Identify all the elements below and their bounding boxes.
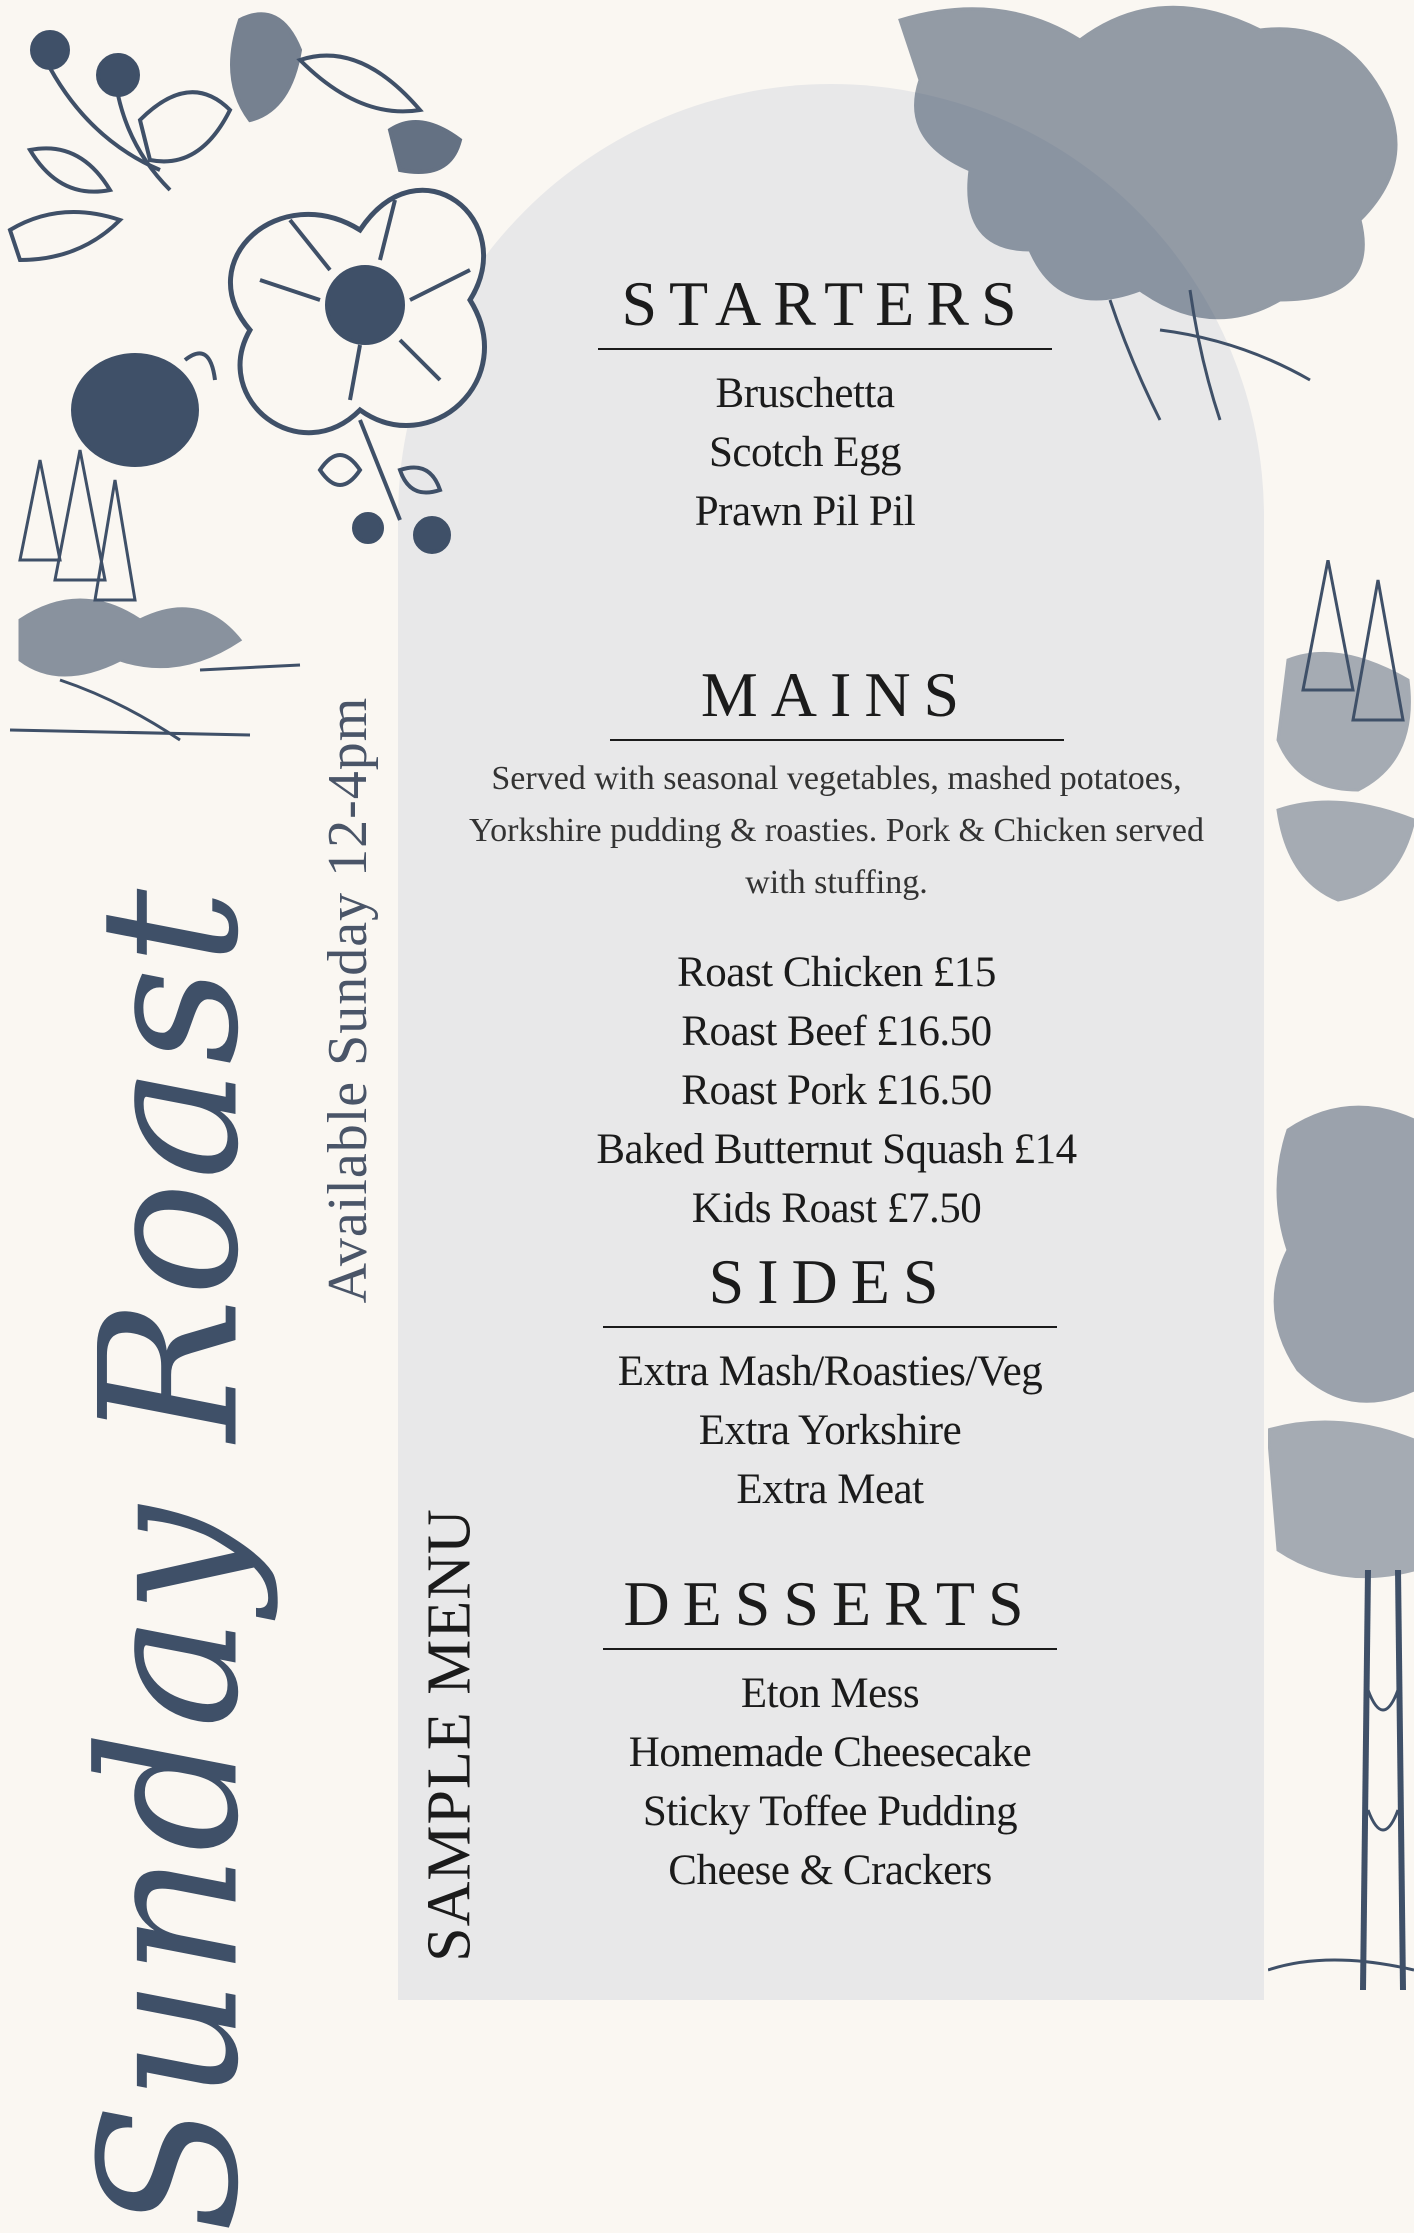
menu-item: Roast Chicken £15 <box>677 949 996 996</box>
starters-heading: STARTERS <box>598 272 1052 350</box>
forest-illustration-right <box>1268 560 1414 960</box>
sample-menu-label: SAMPLE MENU <box>415 1508 484 1962</box>
menu-title-script: Sunday Roast <box>59 886 281 2233</box>
sides-heading: SIDES <box>603 1250 1057 1328</box>
menu-item: Prawn Pil Pil <box>694 488 916 535</box>
menu-item: Extra Mash/Roasties/Veg <box>617 1348 1043 1395</box>
mains-heading: MAINS <box>610 663 1064 741</box>
desserts-heading: DESSERTS <box>603 1572 1057 1650</box>
menu-item: Homemade Cheesecake <box>628 1729 1032 1776</box>
menu-item: Eton Mess <box>740 1670 920 1717</box>
sides-section <box>560 1246 1100 1519</box>
starters-section <box>598 268 1052 541</box>
menu-item: Cheese & Crackers <box>668 1847 992 1894</box>
availability-text: Available Sunday 12-4pm <box>317 696 379 1304</box>
desserts-section <box>560 1568 1100 1900</box>
menu-item: Extra Meat <box>736 1466 924 1513</box>
menu-item: Kids Roast £7.50 <box>691 1185 982 1232</box>
menu-item: Scotch Egg <box>708 429 902 476</box>
menu-item: Roast Beef £16.50 <box>681 1008 992 1055</box>
mains-note: Served with seasonal vegetables, mashed potatoes, Yorkshire pudding & roasties. Pork & Chicken served with stuffing. <box>468 760 1205 901</box>
menu-item: Baked Butternut Squash £14 <box>596 1126 1077 1173</box>
menu-item: Roast Pork £16.50 <box>681 1067 992 1114</box>
forest-illustration-left <box>0 440 320 760</box>
menu-item: Bruschetta <box>715 370 895 417</box>
menu-item: Extra Yorkshire <box>698 1407 962 1454</box>
menu-item: Sticky Toffee Pudding <box>642 1788 1018 1835</box>
mains-section <box>440 659 1233 1238</box>
tree-illustration-bottom <box>1268 1090 1414 2000</box>
